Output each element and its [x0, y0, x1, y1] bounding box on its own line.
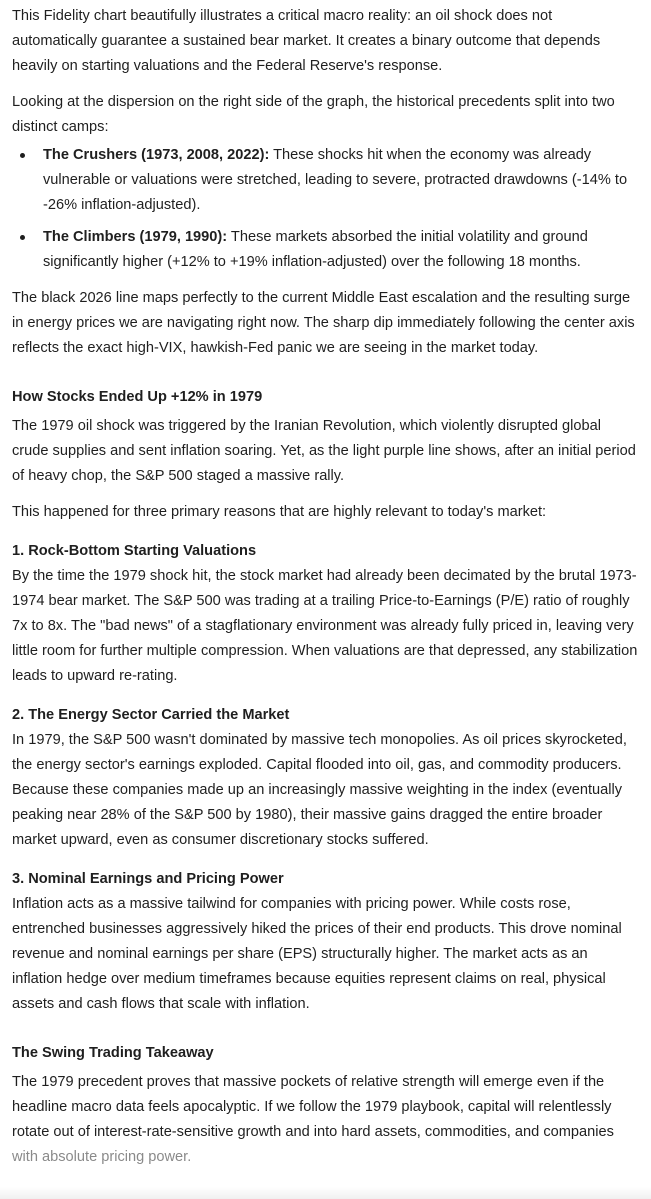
reason-3-heading: 3. Nominal Earnings and Pricing Power — [12, 871, 284, 887]
takeaway-heading: The Swing Trading Takeaway — [12, 1045, 214, 1061]
climbers-title: The Climbers (1979, 1990): — [43, 229, 228, 245]
takeaway-faded-text: with absolute pricing power. — [12, 1149, 192, 1165]
reason-1-paragraph: By the time the 1979 shock hit, the stock market had already been decimated by the brutal 1973-1974 bear market. The S&P 500 was trading at a trailing Price-to-Earnings (P/E) ratio of roughly 7x to 8x. The "bad news" of a stagflationary environment was already fully priced in, leaving very little room for further multiple compression. When valuations are that depressed, any stabilization leads to upward re-rating. — [12, 568, 638, 684]
crushers-text: These shocks hit when the economy was already vulnerable or valuations were stretched, leading to severe, protracted drawdowns (-14% to -26% inflation-adjusted). — [43, 147, 628, 213]
reason-2-paragraph: In 1979, the S&P 500 wasn't dominated by massive tech monopolies. As oil prices skyrocketed, the energy sector's earnings exploded. Capital flooded into oil, gas, and commodity producers. Because these companies made up an increasingly massive weighting in the index (eventually peaking near 28% of the S&P 500 by 1980), their massive gains dragged the entire broader market upward, even as consumer discretionary stocks suffered. — [12, 732, 627, 848]
climbers-text: These markets absorbed the initial volatility and ground significantly higher (+12% to +19% inflation-adjusted) over the following 18 months. — [43, 229, 588, 270]
reason-1-heading: 1. Rock-Bottom Starting Valuations — [12, 543, 257, 559]
bullet-icon — [20, 153, 25, 158]
reason-3-paragraph: Inflation acts as a massive tailwind for companies with pricing power. While costs rose, entrenched businesses aggressively hiked the prices of their end products. This drove nominal revenue and nominal earnings per share (EPS) structurally higher. The market acts as an inflation hedge over medium timeframes because equities represent claims on real, physical assets and cash flows that scale with inflation. — [12, 896, 622, 1012]
intro-paragraph: This Fidelity chart beautifully illustrates a critical macro reality: an oil shock does not automatically guarantee a sustained bear market. It creates a binary outcome that depends heavily on starting valuations and the Federal Reserve's response. — [12, 8, 601, 74]
reasons-intro-paragraph: This happened for three primary reasons that are highly relevant to today's market: — [12, 504, 547, 520]
list-item-crushers — [12, 143, 640, 218]
camps-list — [12, 143, 640, 275]
reason-2-heading: 2. The Energy Sector Carried the Market — [12, 707, 290, 723]
bullet-icon — [20, 235, 25, 240]
takeaway-text: The 1979 precedent proves that massive pockets of relative strength will emerge even if the headline macro data feels apocalyptic. If we follow the 1979 playbook, capital will relentlessly rotate out of interest-rate-sensitive growth and into hard assets, commodities, and companies — [12, 1074, 614, 1140]
list-item-climbers — [12, 225, 640, 275]
section-1979-paragraph: The 1979 oil shock was triggered by the Iranian Revolution, which violently disrupted global crude supplies and sent inflation soaring. Yet, as the light purple line shows, after an initial period of heavy chop, the S&P 500 staged a massive rally. — [12, 418, 636, 484]
camps-intro-paragraph: Looking at the dispersion on the right side of the graph, the historical precedents split into two distinct camps: — [12, 94, 615, 135]
article-body — [12, 4, 640, 1170]
takeaway-paragraph — [12, 1070, 640, 1170]
current-paragraph: The black 2026 line maps perfectly to the current Middle East escalation and the resulting surge in energy prices we are navigating right now. The sharp dip immediately following the center axis reflects the exact high-VIX, hawkish-Fed panic we are seeing in the market today. — [12, 290, 635, 356]
crushers-title: The Crushers (1973, 2008, 2022): — [43, 147, 270, 163]
section-1979-heading: How Stocks Ended Up +12% in 1979 — [12, 389, 263, 405]
bottom-fade-divider — [0, 1187, 651, 1199]
